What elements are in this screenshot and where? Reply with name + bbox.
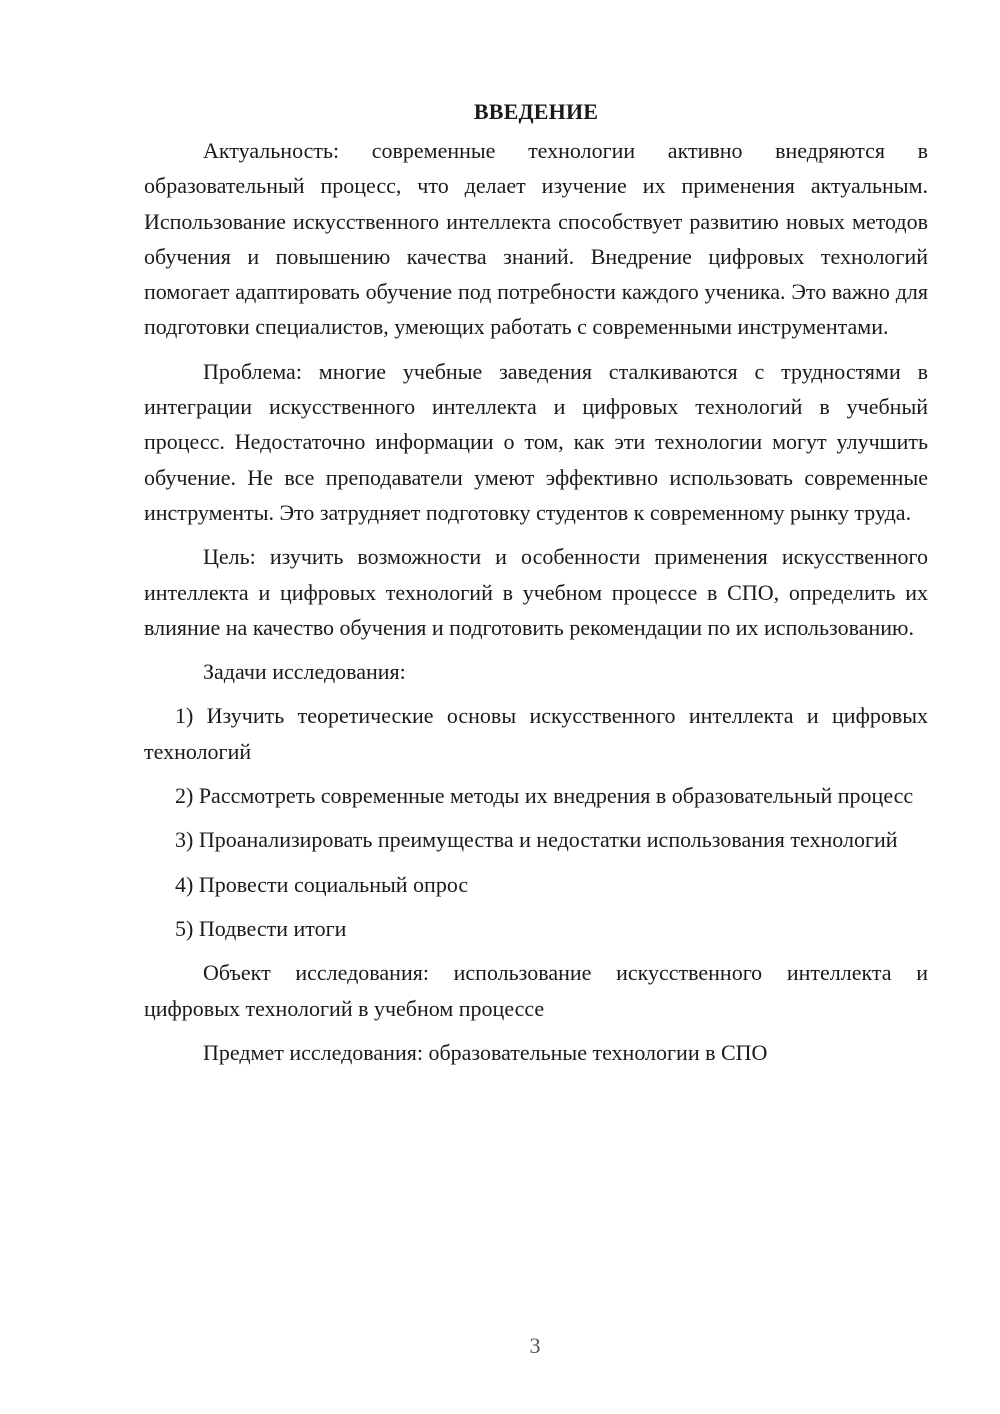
paragraph-subject: Предмет исследования: образовательные технологии в СПО xyxy=(203,1039,768,1065)
task-item: 1) Изучить теоретические основы искусственного интеллекта и цифровых технологий xyxy=(144,703,928,764)
paragraph-object: Объект исследования: использование искусственного интеллекта и цифровых технологий в учебном процессе xyxy=(144,960,928,1021)
paragraph-goal: Цель: изучить возможности и особенности применения искусственного интеллекта и цифровых технологий в учебном процессе в СПО, определить их влияние на качество обучения и подготовить рекомендации по их использованию. xyxy=(144,544,928,640)
paragraph-problem: Проблема: многие учебные заведения сталкиваются с трудностями в интеграции искусственного интеллекта и цифровых технологий в учебный процесс. Недостаточно информации о том, как эти технологии могут улучшить обучение. Не все преподаватели умеют эффективно использовать современные инструменты. Это затрудняет подготовку студентов к современному рынку труда. xyxy=(144,358,928,525)
task-item: 3) Проанализировать преимущества и недостатки использования технологий xyxy=(175,827,898,853)
page-content xyxy=(144,94,928,1079)
page-number: 3 xyxy=(529,1333,541,1358)
task-item: 5) Подвести итоги xyxy=(175,915,347,941)
paragraph-relevance: Актуальность: современные технологии активно внедряются в образовательный процесс, что делает изучение их применения актуальным. Использование искусственного интеллекта способствует развитию новых методов обучения и повышению качества знаний. Внедрение цифровых технологий помогает адаптировать обучение под потребности каждого ученика. Это важно для подготовки специалистов, умеющих работать с современными инструментами. xyxy=(144,138,928,340)
task-item: 4) Провести социальный опрос xyxy=(175,871,469,897)
task-item: 2) Рассмотреть современные методы их внедрения в образовательный процесс xyxy=(175,783,914,809)
section-heading: ВВЕДЕНИЕ xyxy=(473,99,599,124)
tasks-title: Задачи исследования: xyxy=(203,659,406,685)
